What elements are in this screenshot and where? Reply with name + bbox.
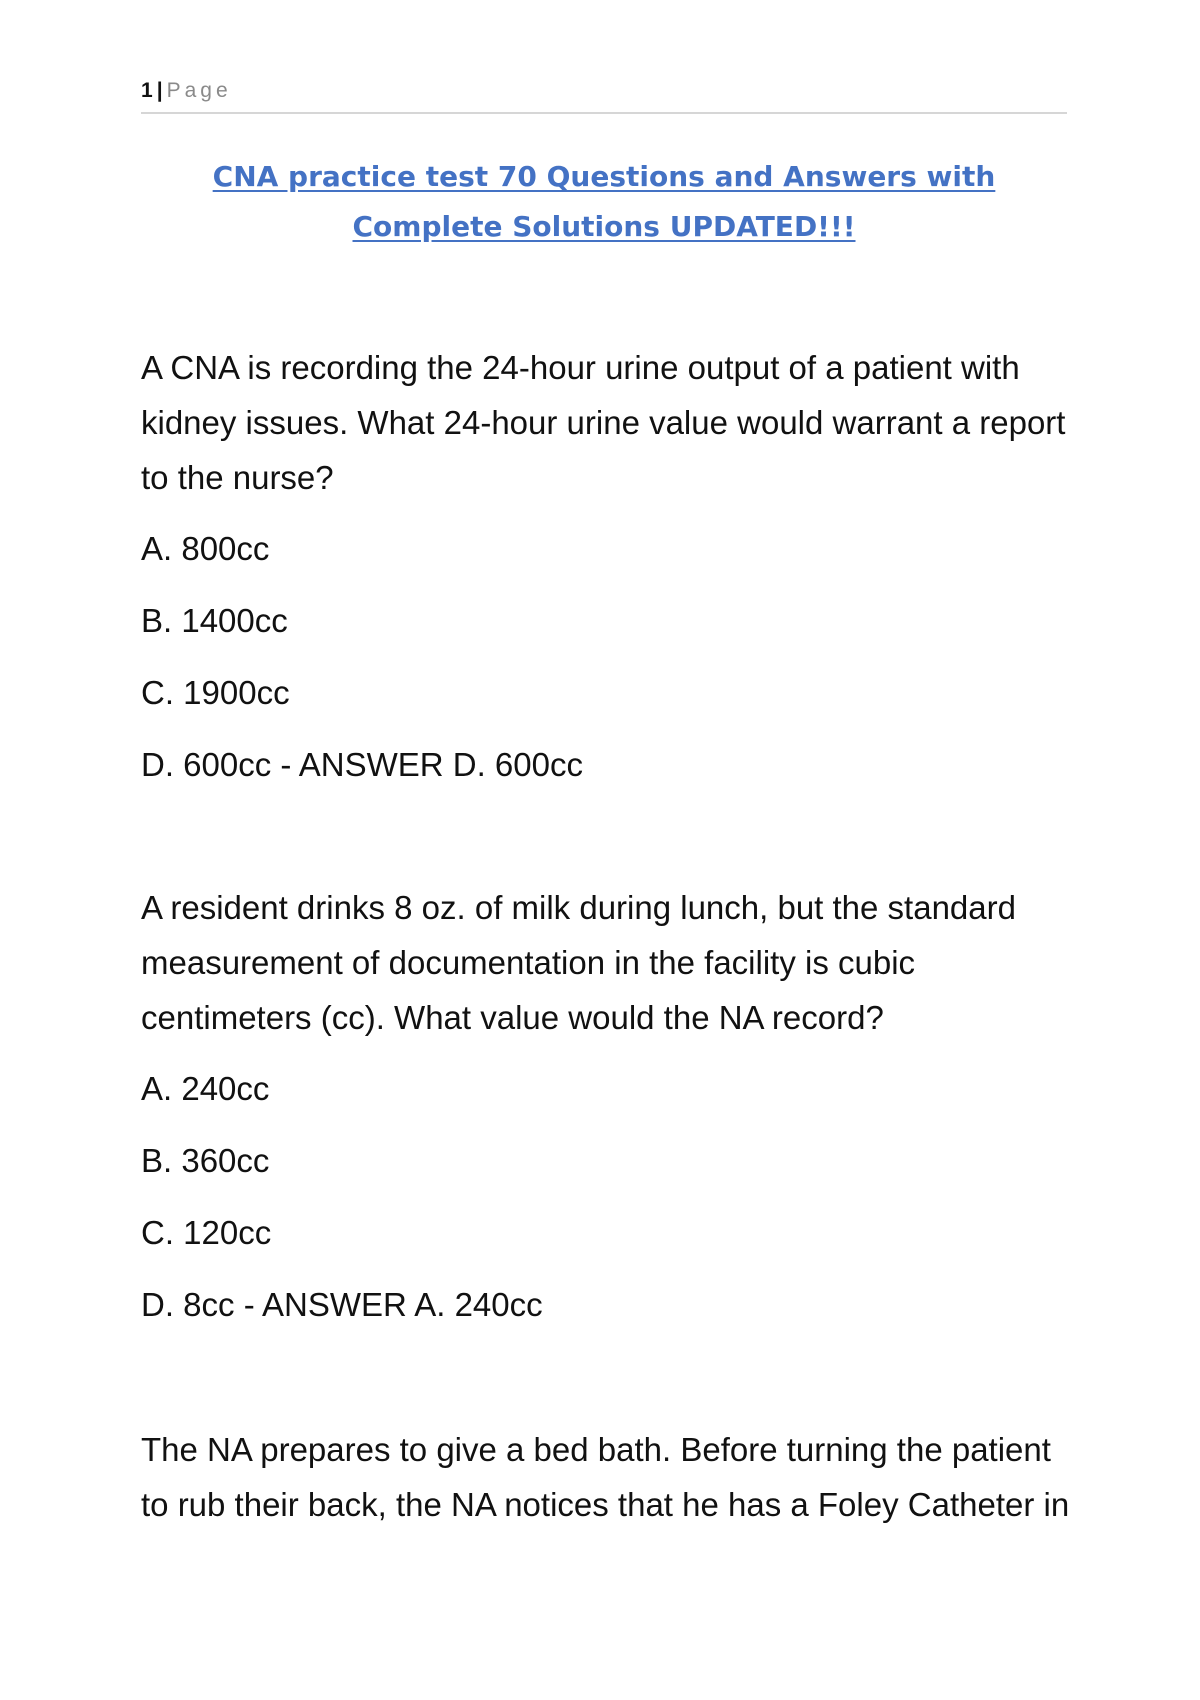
page-header xyxy=(141,78,1067,114)
document-title: CNA practice test 70 Questions and Answers with Complete Solutions UPDATED!!! xyxy=(212,160,996,243)
page-separator: | xyxy=(156,79,163,102)
answer-option-c: C. 120cc xyxy=(141,1214,272,1251)
answer-option-b: B. 1400cc xyxy=(141,602,288,639)
page-label: Page xyxy=(166,79,232,102)
answer-option-c: C. 1900cc xyxy=(141,674,290,711)
question-2 xyxy=(141,880,1081,1349)
answer-option-d: D. 600cc - ANSWER D. 600cc xyxy=(141,746,583,783)
question-stem: A resident drinks 8 oz. of milk during lunch, but the standard measurement of documentation in the facility is cubic centimeters (cc). What value would the NA record? xyxy=(141,889,1016,1036)
answer-option-d: D. 8cc - ANSWER A. 240cc xyxy=(141,1286,543,1323)
page-number: 1 xyxy=(141,79,153,102)
answer-option-b: B. 360cc xyxy=(141,1142,270,1179)
answer-option-a: A. 240cc xyxy=(141,1070,270,1107)
question-stem: A CNA is recording the 24-hour urine output of a patient with kidney issues. What 24-hour urine value would warrant a report to the nurse? xyxy=(141,349,1066,496)
question-1 xyxy=(141,340,1081,809)
question-stem: The NA prepares to give a bed bath. Before turning the patient to rub their back, the NA notices that he has a Foley Catheter in xyxy=(141,1431,1070,1523)
answer-option-a: A. 800cc xyxy=(141,530,270,567)
question-3 xyxy=(141,1422,1081,1548)
